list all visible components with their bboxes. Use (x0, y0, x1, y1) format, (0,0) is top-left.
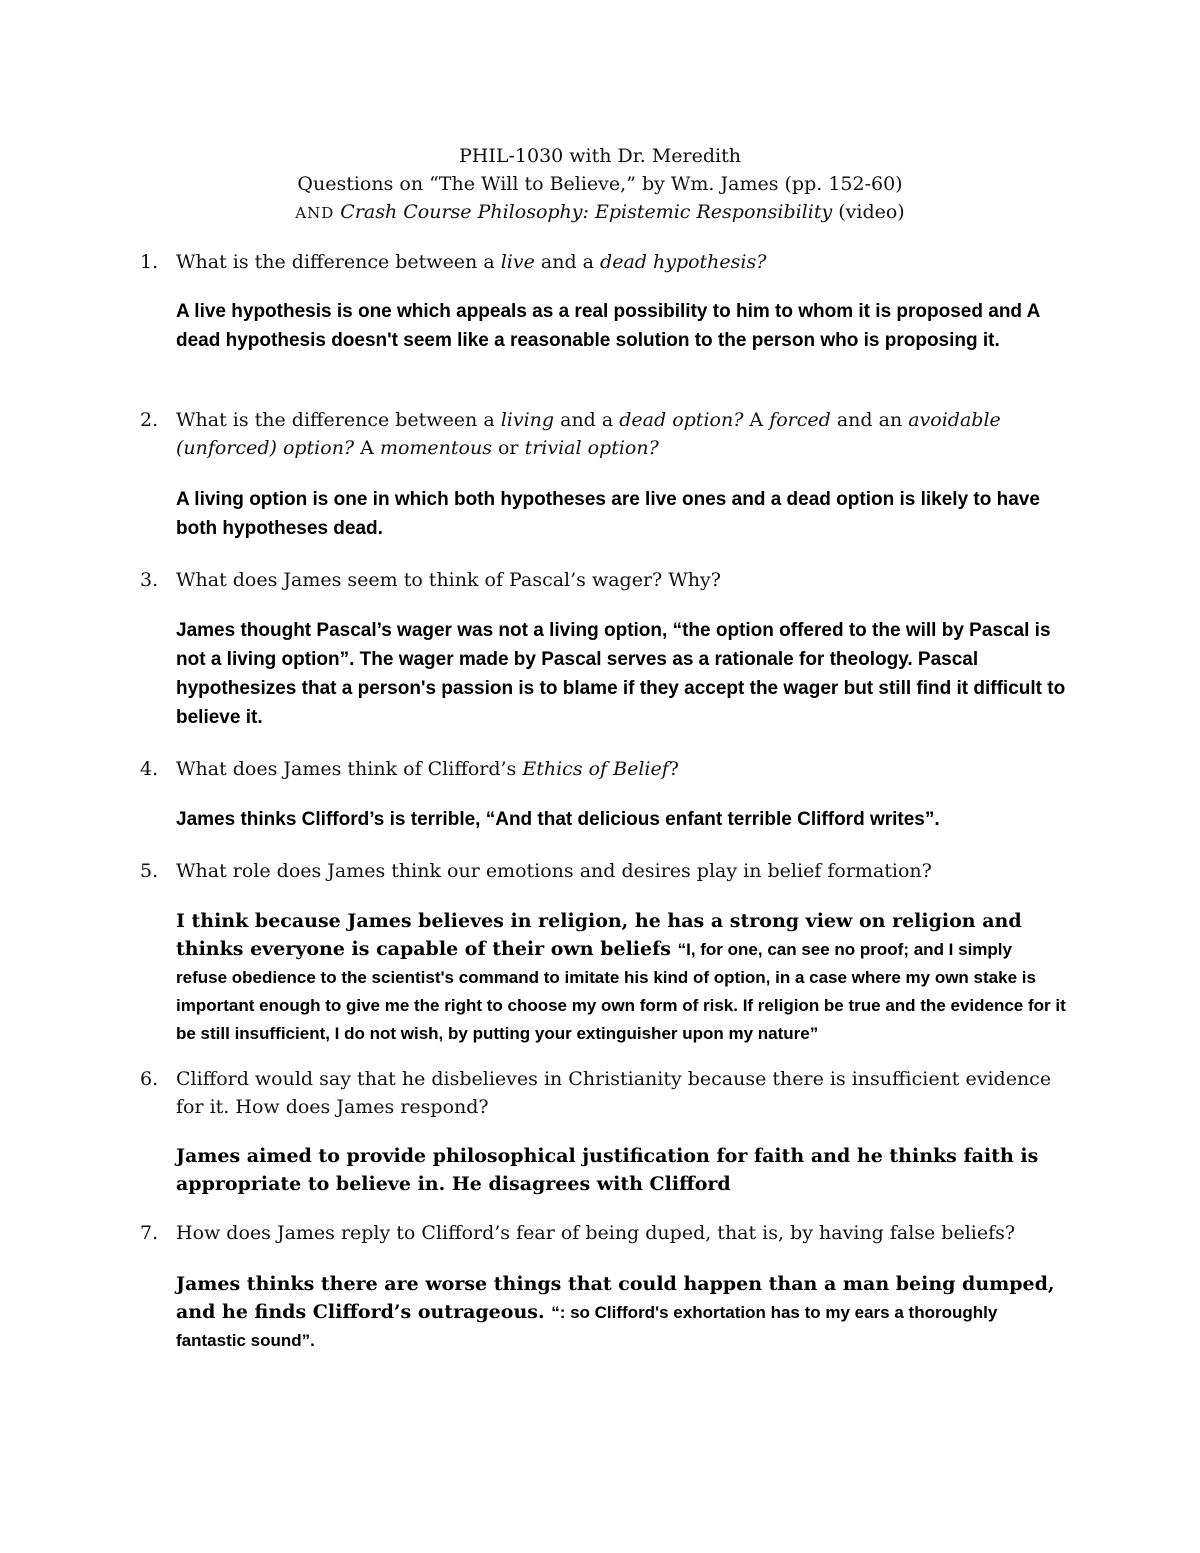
answer-quote: “I, for one, can see no proof; and I simply refuse obedience to the scientist's command to imitate his kind of option, in a case where my own stake is important enough to give me the right to choose my own form of risk. If religion be true and the evidence for it be still insufficient, I do not wish, by putting your extinguisher upon my nature” (176, 940, 1066, 1043)
answer-2: A living option is one in which both hypotheses are live ones and a dead option is likely to have both hypotheses dead. (176, 489, 1040, 539)
italic-run: dead option? (619, 409, 744, 431)
reading-title: Questions on “The Will to Believe,” by Wm. James (pp. 152-60) (297, 173, 903, 195)
text-run: What is the difference between a (176, 409, 501, 431)
text-run: A (354, 437, 380, 459)
question-number: 2. (140, 409, 159, 431)
answer-text: I think because James believes in religion, he has a strong view on religion and thinks everyone is capable of their own beliefs (176, 910, 1022, 960)
question-text (176, 755, 1060, 783)
text-run: or (491, 437, 525, 459)
question-number: 1. (140, 251, 159, 273)
video-title (0, 198, 1200, 227)
answer-7 (176, 1270, 1066, 1354)
answer-quote: “: so Clifford's exhortation has to my ears a thoroughly fantastic sound”. (176, 1303, 998, 1350)
italic-run: live (500, 251, 535, 273)
question-text: What role does James think our emotions and desires play in belief formation? (176, 860, 932, 882)
italic-run: dead hypothesis? (600, 251, 767, 273)
and-label: AND (295, 204, 335, 222)
italic-run: Ethics of Belief (522, 758, 669, 780)
answer-5 (176, 907, 1066, 1047)
question-text (176, 248, 1060, 276)
answer-1: A live hypothesis is one which appeals as a real possibility to him to whom it is proposed and A dead hypothesis doesn't seem like a reasonable solution to the person who is proposing it. (176, 301, 1040, 351)
video-name: Crash Course Philosophy: Epistemic Responsibility (340, 201, 833, 223)
video-suffix: (video) (832, 201, 905, 223)
course-title: PHIL-1030 with Dr. Meredith (459, 145, 741, 167)
question-text: How does James reply to Clifford’s fear of being duped, that is, by having false beliefs? (176, 1222, 1016, 1244)
answer-4: James thinks Clifford’s is terrible, “And that delicious enfant terrible Clifford writes”. (176, 809, 940, 830)
text-run: and a (534, 251, 601, 273)
question-number: 5. (140, 860, 159, 882)
document-header (0, 142, 1200, 227)
text-run: What is the difference between a (176, 251, 501, 273)
question-text (176, 406, 1060, 462)
answer-3: James thought Pascal’s wager was not a living option, “the option offered to the will by Pascal is not a living option”. The wager made by Pascal serves as a rationale for theology. Pascal hypothesizes that a person's passion is to blame if they accept the wager but still find it difficult to believe it. (176, 620, 1066, 728)
italic-run: forced (769, 409, 831, 431)
question-number: 3. (140, 569, 159, 591)
question-number: 7. (140, 1222, 159, 1244)
question-text: What does James seem to think of Pascal’s wager? Why? (176, 569, 721, 591)
question-number: 4. (140, 758, 159, 780)
italic-run: momentous (379, 437, 492, 459)
question-number: 6. (140, 1068, 159, 1090)
italic-run: trivial option? (524, 437, 659, 459)
answer-6: James aimed to provide philosophical justification for faith and he thinks faith is appropriate to believe in. He disagrees with Clifford (176, 1145, 1039, 1195)
question-text: Clifford would say that he disbelieves in Christianity because there is insufficient evidence for it. How does James respond? (176, 1068, 1052, 1118)
text-run: and an (830, 409, 909, 431)
text-run: ? (668, 758, 679, 780)
text-run: What does James think of Clifford’s (176, 758, 523, 780)
text-run: and a (554, 409, 620, 431)
text-run: A (743, 409, 770, 431)
answer-text: James thinks there are worse things that could happen than a man being dumped, and he finds Clifford’s outrageous. (176, 1273, 1055, 1323)
italic-run: living (500, 409, 555, 431)
italic-run: avoidable (unforced) option? (176, 409, 1001, 459)
